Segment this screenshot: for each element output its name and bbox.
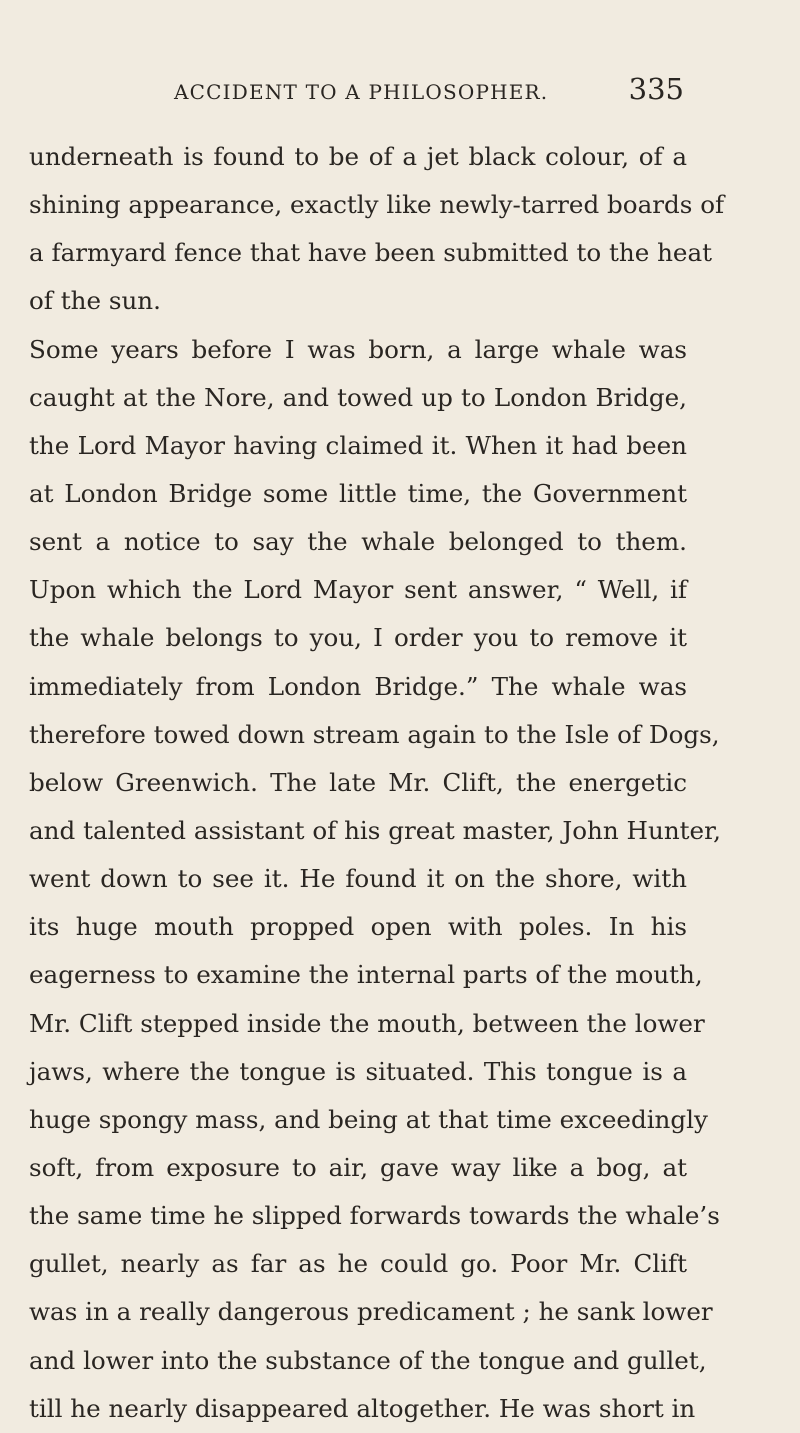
- text-line: shining appearance, exactly like newly-tarred boards of: [29, 190, 725, 220]
- text-line: Upon which the Lord Mayor sent answer, “ Well, if: [29, 575, 687, 605]
- text-line: was in a really dangerous predicament ; he sank lower: [29, 1297, 713, 1327]
- text-line: immediately from London Bridge.” The whale was: [29, 671, 687, 701]
- text-line: eagerness to examine the internal parts of the mouth,: [29, 960, 703, 990]
- text-line: the same time he slipped forwards towards the whale’s: [29, 1201, 720, 1231]
- text-line: at London Bridge some little time, the Government: [29, 478, 687, 508]
- text-line: below Greenwich. The late Mr. Clift, the energetic: [29, 767, 687, 797]
- paragraph-end-line: of the sun.: [29, 286, 161, 316]
- text-line: till he nearly disappeared altogether. He was short in: [29, 1393, 696, 1423]
- text-line: huge spongy mass, and being at that time exceedingly: [29, 1104, 708, 1134]
- page-number: 335: [628, 72, 684, 106]
- text-line: its huge mouth propped open with poles. In his: [29, 912, 687, 942]
- text-line: the whale belongs to you, I order you to remove it: [29, 623, 687, 653]
- text-line: underneath is found to be of a jet black colour, of a: [29, 142, 687, 171]
- text-line: jaws, where the tongue is situated. This tongue is a: [29, 1056, 687, 1086]
- text-line: and lower into the substance of the tongue and gullet,: [29, 1345, 707, 1375]
- text-line: therefore towed down stream again to the Isle of Dogs,: [29, 719, 720, 749]
- text-line: sent a notice to say the whale belonged to them.: [29, 527, 687, 557]
- paragraph-start-line: Some years before I was born, a large whale was: [29, 334, 687, 364]
- text-line: and talented assistant of his great master, John Hunter,: [29, 815, 721, 845]
- text-line: a farmyard fence that have been submitted to the heat: [29, 238, 713, 268]
- text-line: caught at the Nore, and towed up to London Bridge,: [29, 382, 687, 412]
- text-line: the Lord Mayor having claimed it. When it had been: [29, 430, 687, 460]
- text-line: gullet, nearly as far as he could go. Poor Mr. Clift: [29, 1249, 687, 1279]
- text-line: soft, from exposure to air, gave way like a bog, at: [29, 1152, 687, 1182]
- body-text: [29, 133, 725, 1433]
- text-line: Mr. Clift stepped inside the mouth, between the lower: [29, 1008, 705, 1038]
- running-head: [174, 72, 684, 112]
- running-title: ACCIDENT TO A PHILOSOPHER.: [174, 80, 549, 104]
- text-line: went down to see it. He found it on the shore, with: [29, 864, 687, 894]
